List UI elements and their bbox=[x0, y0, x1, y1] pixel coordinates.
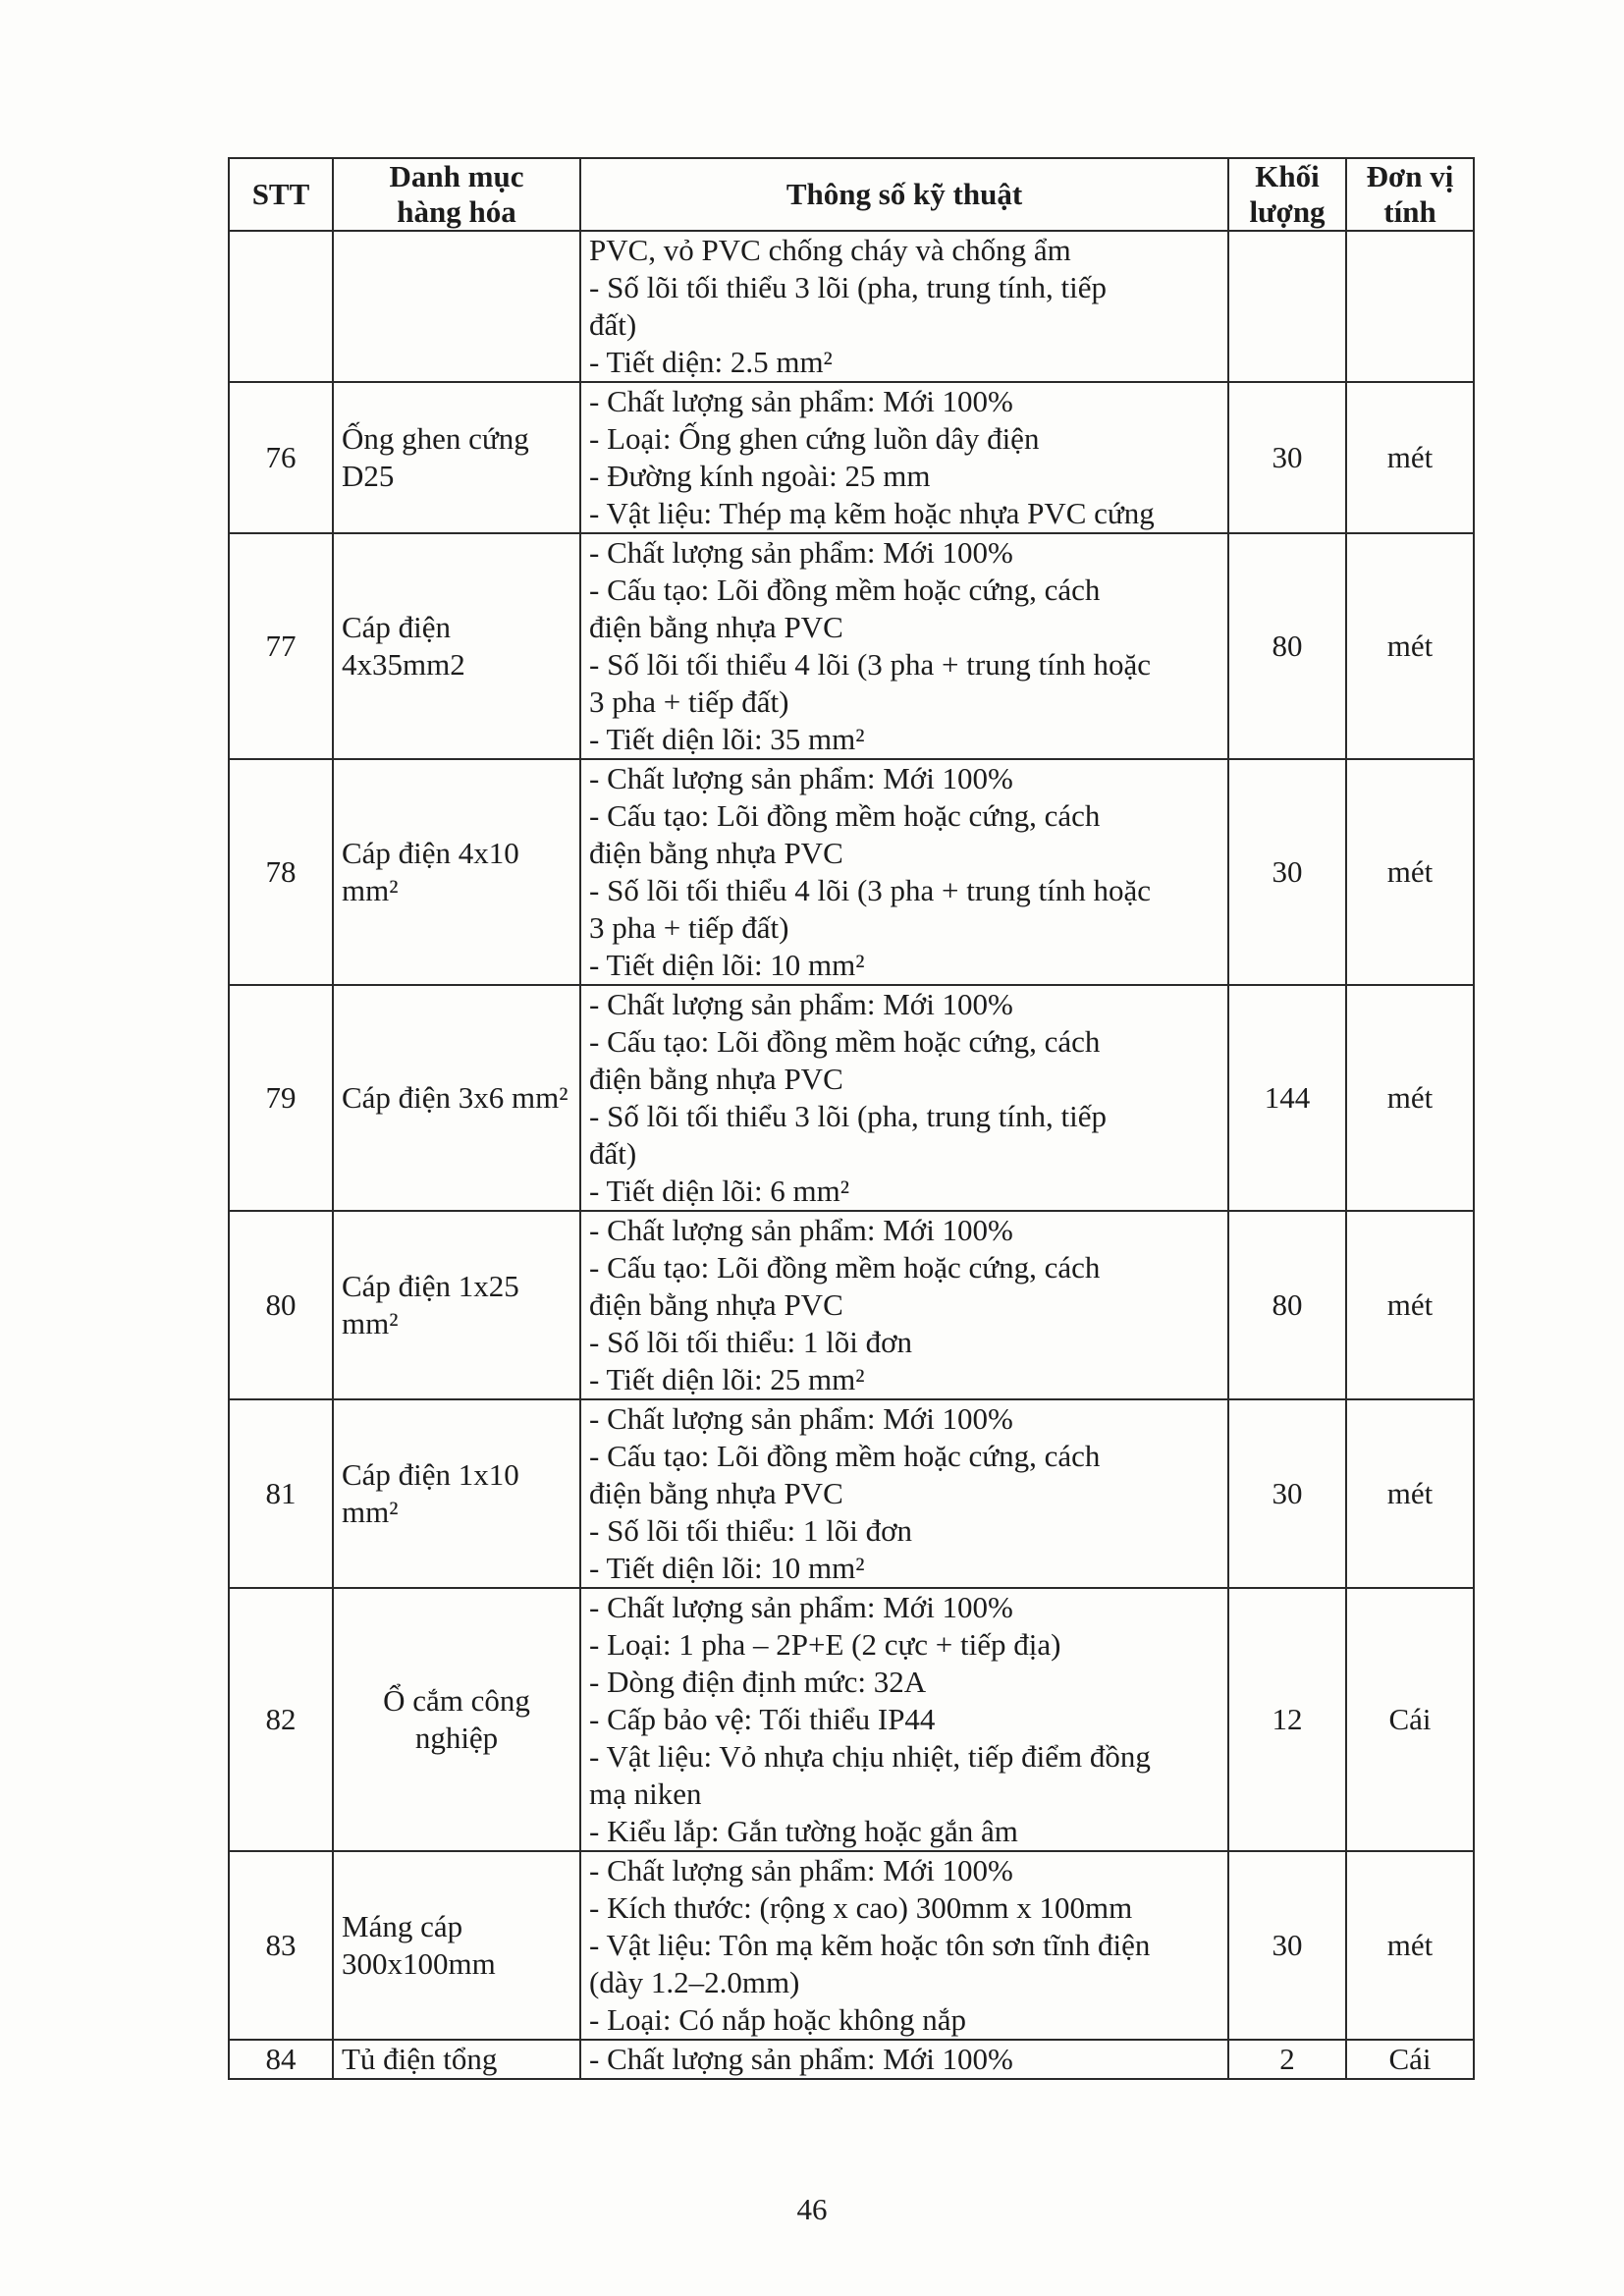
table-body bbox=[229, 231, 1474, 2079]
row-stt: 78 bbox=[229, 759, 333, 985]
row-quantity: 144 bbox=[1228, 985, 1346, 1211]
table-row bbox=[229, 985, 1474, 1211]
row-stt: 80 bbox=[229, 1211, 333, 1399]
spec-line: mạ niken bbox=[589, 1777, 702, 1811]
spec-line: - Cấu tạo: Lõi đồng mềm hoặc cứng, cách bbox=[589, 1024, 1101, 1059]
row-stt: 76 bbox=[229, 382, 333, 533]
row-quantity: 30 bbox=[1228, 1399, 1346, 1588]
row-unit: Cái bbox=[1346, 2040, 1474, 2079]
page-number: 46 bbox=[796, 2192, 828, 2226]
spec-line: - Tiết diện: 2.5 mm² bbox=[589, 345, 833, 379]
spec-line: - Kích thước: (rộng x cao) 300mm x 100mm bbox=[589, 1890, 1133, 1925]
spec-line: - Số lõi tối thiểu: 1 lõi đơn bbox=[589, 1325, 912, 1359]
row-stt: 77 bbox=[229, 533, 333, 759]
row-stt: 81 bbox=[229, 1399, 333, 1588]
spec-line: - Tiết diện lõi: 35 mm² bbox=[589, 722, 865, 756]
spec-line: - Chất lượng sản phẩm: Mới 100% bbox=[589, 1401, 1013, 1436]
spec-line: (dày 1.2–2.0mm) bbox=[589, 1965, 800, 1999]
row-quantity: 12 bbox=[1228, 1588, 1346, 1851]
spec-line: - Chất lượng sản phẩm: Mới 100% bbox=[589, 384, 1013, 418]
row-item-name: Ống ghen cứng D25 bbox=[333, 382, 580, 533]
spec-line: - Tiết diện lõi: 10 mm² bbox=[589, 948, 865, 982]
row-unit bbox=[1346, 231, 1474, 382]
spec-line: 3 pha + tiếp đất) bbox=[589, 684, 789, 719]
row-unit: mét bbox=[1346, 382, 1474, 533]
spec-line: điện bằng nhựa PVC bbox=[589, 1287, 843, 1322]
spec-line: - Chất lượng sản phẩm: Mới 100% bbox=[589, 1213, 1013, 1247]
row-unit: Cái bbox=[1346, 1588, 1474, 1851]
row-unit: mét bbox=[1346, 985, 1474, 1211]
spec-line: - Vật liệu: Vỏ nhựa chịu nhiệt, tiếp điểm đồng bbox=[589, 1739, 1151, 1774]
spec-line: - Số lõi tối thiểu 4 lõi (3 pha + trung tính hoặc bbox=[589, 647, 1151, 682]
spec-table bbox=[228, 157, 1475, 2080]
row-item-name: Cáp điện 4x10 mm² bbox=[333, 759, 580, 985]
spec-line: - Chất lượng sản phẩm: Mới 100% bbox=[589, 1590, 1013, 1624]
row-spec bbox=[580, 1211, 1228, 1399]
spec-line: - Dòng điện định mức: 32A bbox=[589, 1665, 927, 1699]
spec-line: - Loại: Có nắp hoặc không nắp bbox=[589, 2002, 966, 2037]
table-row bbox=[229, 759, 1474, 985]
row-item-name: Máng cáp 300x100mm bbox=[333, 1851, 580, 2040]
spec-line: - Chất lượng sản phẩm: Mới 100% bbox=[589, 535, 1013, 570]
table-row bbox=[229, 1851, 1474, 2040]
row-quantity: 30 bbox=[1228, 382, 1346, 533]
table-row bbox=[229, 382, 1474, 533]
table-row bbox=[229, 231, 1474, 382]
spec-line: điện bằng nhựa PVC bbox=[589, 610, 843, 644]
spec-line: - Vật liệu: Tôn mạ kẽm hoặc tôn sơn tĩnh điện bbox=[589, 1928, 1151, 1962]
row-unit: mét bbox=[1346, 1211, 1474, 1399]
row-quantity: 80 bbox=[1228, 533, 1346, 759]
row-spec bbox=[580, 759, 1228, 985]
row-spec bbox=[580, 1399, 1228, 1588]
table-row bbox=[229, 533, 1474, 759]
spec-line: - Chất lượng sản phẩm: Mới 100% bbox=[589, 2042, 1013, 2076]
spec-line: điện bằng nhựa PVC bbox=[589, 836, 843, 870]
row-unit: mét bbox=[1346, 759, 1474, 985]
row-stt bbox=[229, 231, 333, 382]
table-row bbox=[229, 1588, 1474, 1851]
row-spec bbox=[580, 382, 1228, 533]
spec-line: - Chất lượng sản phẩm: Mới 100% bbox=[589, 761, 1013, 795]
spec-line: PVC, vỏ PVC chống cháy và chống ẩm bbox=[589, 233, 1071, 267]
table-row bbox=[229, 1211, 1474, 1399]
spec-line: - Cấu tạo: Lõi đồng mềm hoặc cứng, cách bbox=[589, 573, 1101, 607]
header-unit: Đơn vị tính bbox=[1346, 158, 1474, 231]
spec-line: - Số lõi tối thiểu 3 lõi (pha, trung tính, tiếp bbox=[589, 1099, 1107, 1133]
row-item-name: Cáp điện 4x35mm2 bbox=[333, 533, 580, 759]
row-unit: mét bbox=[1346, 1851, 1474, 2040]
table-row bbox=[229, 1399, 1474, 1588]
spec-line: - Chất lượng sản phẩm: Mới 100% bbox=[589, 1853, 1013, 1887]
row-item-name: Cáp điện 3x6 mm² bbox=[333, 985, 580, 1211]
row-quantity: 30 bbox=[1228, 1851, 1346, 2040]
table-header-row bbox=[229, 158, 1474, 231]
spec-line: điện bằng nhựa PVC bbox=[589, 1062, 843, 1096]
spec-line: điện bằng nhựa PVC bbox=[589, 1476, 843, 1510]
spec-line: - Chất lượng sản phẩm: Mới 100% bbox=[589, 987, 1013, 1021]
spec-line: - Số lõi tối thiểu 4 lõi (3 pha + trung tính hoặc bbox=[589, 873, 1151, 907]
row-item-name: Ổ cắm công nghiệp bbox=[333, 1588, 580, 1851]
row-item-name: Cáp điện 1x10 mm² bbox=[333, 1399, 580, 1588]
row-spec bbox=[580, 231, 1228, 382]
spec-line: - Loại: 1 pha – 2P+E (2 cực + tiếp địa) bbox=[589, 1627, 1061, 1662]
spec-line: - Số lõi tối thiểu 3 lõi (pha, trung tính, tiếp bbox=[589, 270, 1107, 304]
header-name: Danh mục hàng hóa bbox=[333, 158, 580, 231]
row-item-name: Tủ điện tổng bbox=[333, 2040, 580, 2079]
row-spec bbox=[580, 533, 1228, 759]
row-quantity bbox=[1228, 231, 1346, 382]
row-stt: 79 bbox=[229, 985, 333, 1211]
row-item-name bbox=[333, 231, 580, 382]
row-stt: 83 bbox=[229, 1851, 333, 2040]
spec-line: - Loại: Ống ghen cứng luồn dây điện bbox=[589, 421, 1040, 456]
row-quantity: 80 bbox=[1228, 1211, 1346, 1399]
spec-line: - Tiết diện lõi: 25 mm² bbox=[589, 1362, 865, 1396]
spec-line: - Cấu tạo: Lõi đồng mềm hoặc cứng, cách bbox=[589, 798, 1101, 833]
spec-line: - Cấp bảo vệ: Tối thiểu IP44 bbox=[589, 1702, 936, 1736]
row-spec bbox=[580, 1851, 1228, 2040]
spec-line: - Cấu tạo: Lõi đồng mềm hoặc cứng, cách bbox=[589, 1439, 1101, 1473]
spec-line: 3 pha + tiếp đất) bbox=[589, 910, 789, 945]
row-spec bbox=[580, 985, 1228, 1211]
row-unit: mét bbox=[1346, 533, 1474, 759]
spec-line: - Đường kính ngoài: 25 mm bbox=[589, 459, 931, 493]
spec-line: - Số lõi tối thiểu: 1 lõi đơn bbox=[589, 1513, 912, 1548]
row-stt: 82 bbox=[229, 1588, 333, 1851]
spec-line: - Vật liệu: Thép mạ kẽm hoặc nhựa PVC cứng bbox=[589, 496, 1155, 530]
spec-line: đất) bbox=[589, 307, 637, 342]
spec-line: - Tiết diện lõi: 10 mm² bbox=[589, 1551, 865, 1585]
row-quantity: 30 bbox=[1228, 759, 1346, 985]
header-stt: STT bbox=[229, 158, 333, 231]
header-qty: Khối lượng bbox=[1228, 158, 1346, 231]
spec-line: - Tiết diện lõi: 6 mm² bbox=[589, 1174, 850, 1208]
spec-line: đất) bbox=[589, 1136, 637, 1171]
row-spec bbox=[580, 1588, 1228, 1851]
spec-line: - Kiểu lắp: Gắn tường hoặc gắn âm bbox=[589, 1814, 1018, 1848]
row-unit: mét bbox=[1346, 1399, 1474, 1588]
spec-line: - Cấu tạo: Lõi đồng mềm hoặc cứng, cách bbox=[589, 1250, 1101, 1285]
row-spec bbox=[580, 2040, 1228, 2079]
row-stt: 84 bbox=[229, 2040, 333, 2079]
row-quantity: 2 bbox=[1228, 2040, 1346, 2079]
row-item-name: Cáp điện 1x25 mm² bbox=[333, 1211, 580, 1399]
header-spec: Thông số kỹ thuật bbox=[580, 158, 1228, 231]
table-row bbox=[229, 2040, 1474, 2079]
